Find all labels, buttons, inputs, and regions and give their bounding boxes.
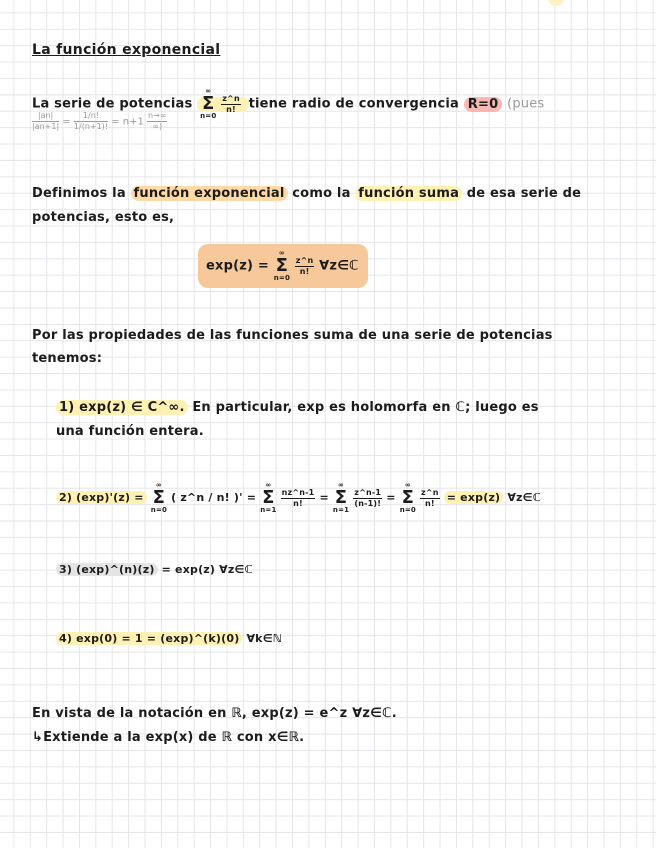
intro-lead: La serie de potencias: [32, 96, 193, 112]
series-term: $\frac{z\^{}n}{n!}$: [222, 93, 240, 114]
hl-funcion-suma: función suma: [355, 186, 462, 201]
footer-line-1: En vista de la notación en ℝ, exp(z) = e^z ∀z∈ℂ.: [32, 706, 397, 721]
hl-funcion-exponencial: función exponencial: [131, 186, 288, 201]
definition-line-2: potencias, esto es,: [32, 210, 175, 225]
sum-symbol: ∞ Σ n=0: [200, 87, 217, 120]
properties-line-1: Por las propiedades de las funciones suma de una serie de potencias: [32, 328, 553, 343]
item-2: 2) (exp)'(z) = ∞ Σ n=0 ( z^n / n! )' = ∞ Σ n=1 $\frac{nz\^{}n-1}{n!}$ = ∞ Σ n=1 $\frac{z\^{}n-1}{(n-1)!}$ = ∞ Σ n=0 $\frac{z\^{}n}{n!}$ = exp(z) ∀z∈ℂ: [56, 482, 541, 514]
intro-series: [197, 87, 248, 120]
radius-badge: R=0: [464, 97, 503, 112]
item-1: 1) exp(z) ∈ C^∞. En particular, exp es holomorfa en ℂ; luego es: [56, 400, 539, 415]
ratio-line: $\frac{|an|}{|an+1|}$ = $\frac{1/n!}{1/(n+1)!}$ = n+1 $\frac{n\to\infty}{\infty)}$: [32, 111, 167, 131]
page-title: La función exponencial: [32, 42, 221, 58]
intro-middle: tiene radio de convergencia: [248, 96, 460, 112]
item-4: 4) exp(0) = 1 = (exp)^(k)(0) ∀k∈ℕ: [56, 632, 282, 645]
highlight-dot: [548, 0, 564, 6]
definition-formula: exp(z) = ∞ Σ n=0 $\frac{z\^{}n}{n!}$ ∀z∈ℂ: [206, 249, 359, 282]
item-3: 3) (exp)^(n)(z) = exp(z) ∀z∈ℂ: [56, 563, 253, 576]
definition-line-1: Definimos la función exponencial como la función suma de esa serie de: [32, 186, 582, 201]
intro-pues: (pues: [507, 96, 545, 112]
properties-line-2: tenemos:: [32, 351, 103, 366]
footer-line-2: ↳Extiende a la exp(x) de ℝ con x∈ℝ.: [32, 730, 305, 745]
item-1-line-2: una función entera.: [56, 424, 204, 439]
